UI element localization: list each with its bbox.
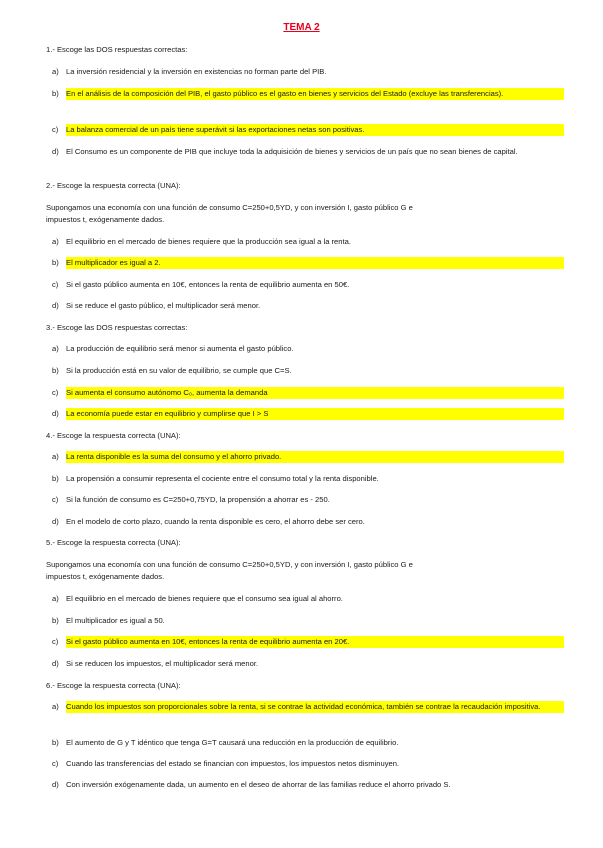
question-4-option-b: [52, 473, 564, 485]
option-text: El aumento de G y T idéntico que tenga G=T causará una reducción en la producción de equilibrio.: [66, 738, 399, 747]
option-text: Si aumenta el consumo autónomo C₀, aumenta la demanda: [66, 387, 564, 399]
option-label: d): [52, 409, 59, 418]
option-label: a): [52, 594, 59, 603]
option-label: c): [52, 637, 59, 646]
option-label: a): [52, 452, 59, 461]
option-label: b): [52, 89, 59, 98]
option-label: c): [52, 495, 59, 504]
option-label: a): [52, 67, 59, 76]
option-label: d): [52, 780, 59, 789]
question-1-option-c: [52, 124, 564, 136]
option-text: Si la producción está en su valor de equilibrio, se cumple que C=S.: [66, 366, 292, 375]
option-label: a): [52, 237, 59, 246]
option-label: b): [52, 366, 59, 375]
question-4-option-c: [52, 494, 564, 506]
question-2-option-b: [52, 257, 564, 269]
option-label: b): [52, 616, 59, 625]
question-2-option-d: [52, 300, 564, 312]
option-text: La economía puede estar en equilibrio y cumplirse que I > S: [66, 408, 564, 420]
option-label: d): [52, 517, 59, 526]
question-3-option-a: [52, 343, 564, 355]
option-text: Si se reducen los impuestos, el multiplicador será menor.: [66, 659, 259, 668]
option-text: El multiplicador es igual a 2.: [66, 257, 564, 269]
question-6-option-b: [52, 737, 564, 749]
option-text: La renta disponible es la suma del consumo y el ahorro privado.: [66, 451, 564, 463]
question-2-intro-line-2: impuestos t, exógenamente dados.: [46, 215, 165, 224]
question-6-option-c: [52, 758, 564, 770]
question-3-option-d: [52, 408, 564, 420]
option-text: Cuando las transferencias del estado se financian con impuestos, los impuestos netos disminuyen.: [66, 759, 400, 768]
question-2-intro-line-1: Supongamos una economía con una función de consumo C=250+0,5YD, y con inversión I, gasto público G e: [46, 203, 413, 212]
option-label: c): [52, 280, 59, 289]
option-text: El multiplicador es igual a 50.: [66, 616, 165, 625]
question-3-option-b: [52, 365, 564, 377]
option-label: b): [52, 474, 59, 483]
question-5-option-b: [52, 615, 564, 627]
page-title: TEMA 2: [283, 22, 320, 33]
option-label: d): [52, 301, 59, 310]
option-text: Si se reduce el gasto público, el multiplicador será menor.: [66, 301, 261, 310]
option-text: En el análisis de la composición del PIB, el gasto público es el gasto en bienes y servicios del Estado (excluye las transferencias).: [66, 88, 564, 100]
option-text: La producción de equilibrio será menor si aumenta el gasto público.: [66, 344, 294, 353]
option-label: c): [52, 125, 59, 134]
option-label: b): [52, 738, 59, 747]
question-3-header: 3.- Escoge las DOS respuestas correctas:: [46, 323, 188, 332]
question-5-intro-line-1: Supongamos una economía con una función de consumo C=250+0,5YD, y con inversión I, gasto público G e: [46, 560, 413, 569]
question-3-option-c: [52, 387, 564, 399]
option-label: b): [52, 258, 59, 267]
question-1-header: 1.- Escoge las DOS respuestas correctas:: [46, 45, 188, 54]
option-text: Si el gasto público aumenta en 10€, entonces la renta de equilibrio aumenta en 50€.: [66, 280, 350, 289]
question-1-option-a: [52, 66, 564, 78]
question-5-header: 5.- Escoge la respuesta correcta (UNA):: [46, 538, 181, 547]
question-4-option-a: [52, 451, 564, 463]
question-4-option-d: [52, 516, 564, 528]
option-text: Con inversión exógenamente dada, un aumento en el deseo de ahorrar de las familias reduce el ahorro privado S.: [66, 780, 451, 789]
option-text: La balanza comercial de un país tiene superávit si las exportaciones netas son positivas.: [66, 124, 564, 136]
option-label: d): [52, 659, 59, 668]
question-1-option-d: [52, 146, 564, 158]
question-1-option-b: [52, 88, 564, 100]
question-5-option-c: [52, 636, 564, 648]
question-5-option-d: [52, 658, 564, 670]
option-text: En el modelo de corto plazo, cuando la renta disponible es cero, el ahorro debe ser cero.: [66, 517, 365, 526]
question-5-option-a: [52, 593, 564, 605]
question-2-header: 2.- Escoge la respuesta correcta (UNA):: [46, 181, 181, 190]
option-label: a): [52, 344, 59, 353]
option-text: El equilibrio en el mercado de bienes requiere que la producción sea igual a la renta.: [66, 237, 351, 246]
option-text: El equilibrio en el mercado de bienes requiere que el consumo sea igual al ahorro.: [66, 594, 343, 603]
option-text: Si el gasto público aumenta en 10€, entonces la renta de equilibrio aumenta en 20€.: [66, 636, 564, 648]
question-6-option-a: [52, 701, 564, 713]
option-label: d): [52, 147, 59, 156]
question-2-option-c: [52, 279, 564, 291]
option-label: c): [52, 388, 59, 397]
option-text: El Consumo es un componente de PIB que incluye toda la adquisición de bienes y servicios de un país que no sean bienes de capital.: [66, 147, 518, 156]
question-2-option-a: [52, 236, 564, 248]
option-text: Cuando los impuestos son proporcionales sobre la renta, si se contrae la actividad económica, también se contrae la recaudación impositiva.: [66, 701, 564, 713]
question-6-header: 6.- Escoge la respuesta correcta (UNA):: [46, 681, 181, 690]
question-4-header: 4.- Escoge la respuesta correcta (UNA):: [46, 431, 181, 440]
question-6-option-d: [52, 779, 564, 791]
question-5-intro-line-2: impuestos t, exógenamente dados.: [46, 572, 165, 581]
option-label: c): [52, 759, 59, 768]
option-label: a): [52, 702, 59, 711]
option-text: Si la función de consumo es C=250+0,75YD, la propensión a ahorrar es - 250.: [66, 495, 330, 504]
option-text: La inversión residencial y la inversión en existencias no forman parte del PIB.: [66, 67, 327, 76]
option-text: La propensión a consumir representa el cociente entre el consumo total y la renta disponible.: [66, 474, 379, 483]
